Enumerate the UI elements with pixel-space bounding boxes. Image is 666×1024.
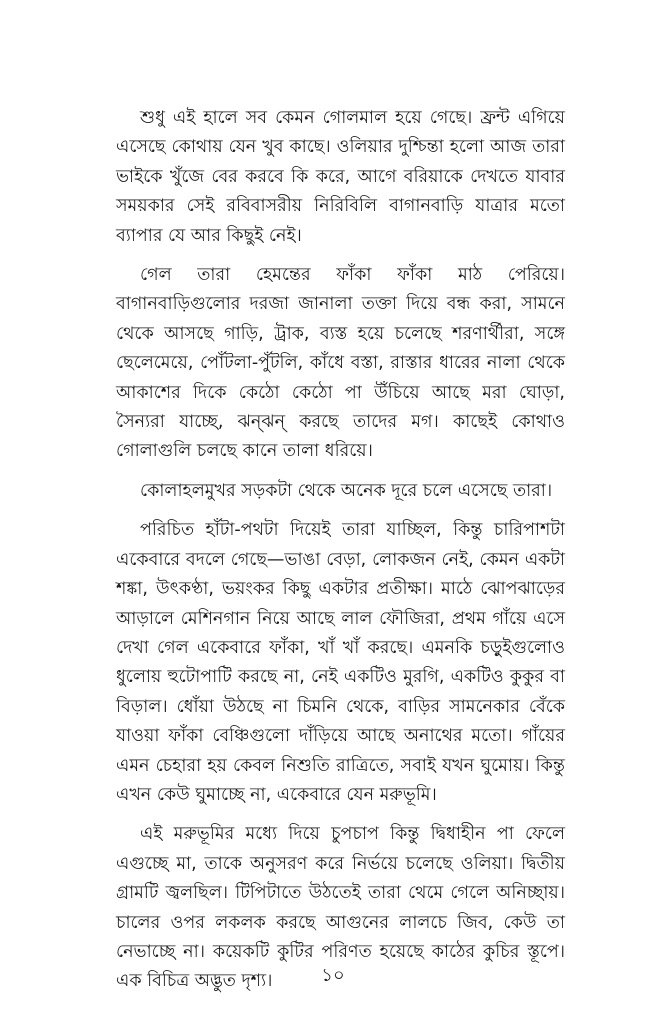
paragraph: গেল তারা হেমন্তের ফাঁকা ফাঁকা মাঠ পেরিয়ে। বাগানবাড়িগুলোর দরজা জানালা তক্তা দিয়ে বন্ধ করা, সামনে থেকে আসছে গাড়ি, ট্রাক, ব্যস্ত হয়ে চলেছে শরণার্থীরা, সঙ্গে ছেলেমেয়ে, পোঁটলা-পুঁটলি, কাঁধে বস্তা, রাস্তার ধারের নালা থেকে আকাশের দিকে কেঠো কেঠো পা উঁচিয়ে আছে মরা ঘোড়া, সৈন্যরা যাচ্ছে, ঝন্‌ঝন্‌ করছে তাদের মগ। কাছেই কোথাও গোলাগুলি চলছে কানে তালা ধরিয়ে। [116, 265, 565, 462]
paragraph: কোলাহলমুখর সড়কটা থেকে অনেক দূরে চলে এসেছে তারা। [140, 480, 553, 501]
body-text [116, 104, 565, 1007]
paragraph: এই মরুভূমির মধ্যে দিয়ে চুপচাপ কিন্তু দ্বিধাহীন পা ফেলে এগুচ্ছে মা, তাকে অনুসরণ করে নির্ভয়ে চলেছে ওলিয়া। দ্বিতীয় গ্রামটি জ্বলছিল। টিপিটাতে উঠতেই তারা থেমে গেলে অনিচ্ছায়। চালের ওপর লকলক করছে আগুনের লালচে জিব, কেউ তা নেভাচ্ছে না। কয়েকটি কুটির পরিণত হয়েছে কাঠের কুচির স্তূপে। এক বিচিত্র অদ্ভুত দৃশ্য। [116, 824, 565, 992]
paragraph: পরিচিত হাঁটা-পথটা দিয়েই তারা যাচ্ছিল, কিন্তু চারিপাশটা একেবারে বদলে গেছে—ভাঙা বেড়া, লোকজন নেই, কেমন একটা শঙ্কা, উৎকণ্ঠা, ভয়ংকর কিছু একটার প্রতীক্ষা। মাঠে ঝোপঝাড়ের আড়ালে মেশিনগান নিয়ে আছে লাল ফৌজিরা, প্রথম গাঁয়ে এসে দেখা গেল একেবারে ফাঁকা, খাঁ খাঁ করছে। এমনকি চড়ুইগুলোও ধুলোয় হুটোপাটি করছে না, নেই একটিও মুরগি, একটিও কুকুর বা বিড়াল। ধোঁয়া উঠছে না চিমনি থেকে, বাড়ির সামনেকার বেঁকে যাওয়া ফাঁকা বেঞ্চিগুলো দাঁড়িয়ে আছে অনাথের মতো। গাঁয়ের এমন চেহারা হয় কেবল নিশুতি রাত্রিতে, সবাই যখন ঘুমোয়। কিন্তু এখন কেউ ঘুমাচ্ছে না, একেবারে যেন মরুভূমি। [116, 520, 565, 805]
paragraph: শুধু এই হালে সব কেমন গোলমাল হয়ে গেছে। ফ্রন্ট এগিয়ে এসেছে কোথায় যেন খুব কাছে। ওলিয়ার দুশ্চিন্তা হলো আজ তারা ভাইকে খুঁজে বের করবে কি করে, আগে বরিয়াকে দেখতে যাবার সময়কার সেই রবিবাসরীয় নিরিবিলি বাগানবাড়ি যাত্রার মতো ব্যাপার যে আর কিছুই নেই। [116, 108, 565, 246]
page-number: ১০ [321, 965, 345, 986]
